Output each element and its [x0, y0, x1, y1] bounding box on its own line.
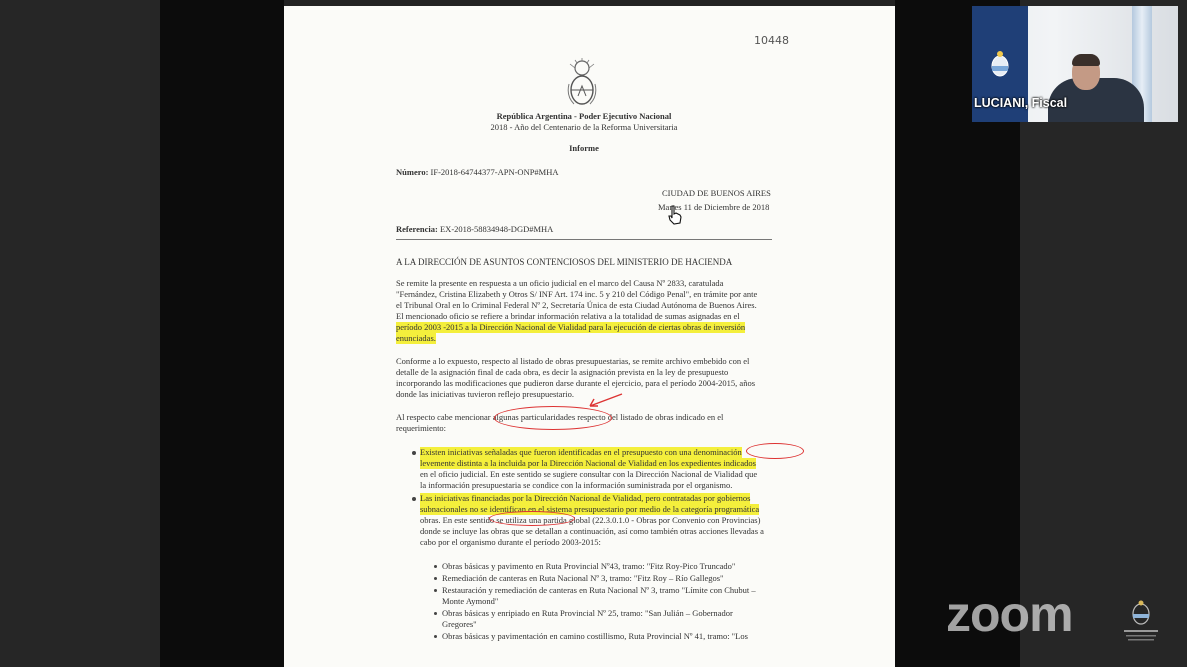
referencia-value: EX-2018-58834948-DGD#MHA — [439, 224, 554, 234]
sub-item-2: Remediación de canteras en Ruta Nacional Nº 3, tramo: "Fitz Roy – Río Gallegos" — [442, 573, 724, 583]
red-annotation-arrow-icon — [584, 392, 624, 410]
left-letterbox — [0, 0, 160, 667]
red-annotation-oval-3 — [489, 511, 575, 526]
referencia-label: Referencia: — [396, 224, 438, 234]
coat-of-arms-icon — [990, 50, 1010, 78]
b1-line-1: Existen iniciativas señaladas que fueron identificadas en el presupuesto con una denominación — [420, 447, 742, 457]
b1-line-3: en el oficio judicial. En este sentido se sugiere consultar con la Dirección Nacional de Vialidad que — [420, 469, 758, 479]
sub-bullet-2 — [434, 577, 437, 580]
left-share-margin — [160, 0, 284, 667]
referencia-row — [396, 224, 553, 235]
b2-line-5: cabo por el organismo durante el período 2003-2015: — [420, 537, 601, 547]
b2-line-3: obras. En este sentido se utiliza una partida global (22.3.0.1.0 - Obras por Convenio con Provincias) — [420, 515, 761, 525]
b2-line-4: donde se incluye las obras que se detallan a continuación, así como también otras acciones llevadas a — [420, 526, 764, 536]
sub-item-4-cont: Gregores" — [442, 619, 477, 629]
b2-line-2: subnacionales no se identifican en el sistema presupuestario por medio de la categoría programática — [420, 504, 760, 514]
addressee: A LA DIRECCIÓN DE ASUNTOS CONTENCIOSOS DEL MINISTERIO DE HACIENDA — [396, 257, 733, 267]
p1-line-2: "Fernández, Cristina Elizabeth y Otros S/ INF Art. 174 inc. 5 y 210 del Código Penal", en trámite por ante — [396, 289, 758, 299]
document-date: Martes 11 de Diciembre de 2018 — [658, 202, 770, 212]
numero-label: Número: — [396, 167, 429, 177]
argentina-coat-of-arms-icon — [566, 58, 598, 108]
p1-line-5: período 2003 -2015 a la Dirección Nacional de Vialidad para la ejecución de ciertas obras de inversión — [396, 322, 746, 332]
participant-name-label: LUCIANI, Fiscal — [974, 96, 1068, 110]
hand-cursor-icon — [666, 204, 684, 226]
zoom-watermark: zoom — [946, 586, 1073, 642]
p2-line-4: donde las iniciativas tuvieron reflejo presupuestario. — [396, 389, 574, 399]
p1-line-4: El mencionado oficio se refiere a brindar información relativa a la totalidad de sumas asignadas en el — [396, 311, 740, 321]
sub-bullet-4 — [434, 612, 437, 615]
b1-line-2: levemente distinta a la incluida por la Dirección Nacional de Vialidad en los expedientes indicados — [420, 458, 756, 468]
city: CIUDAD DE BUENOS AIRES — [662, 188, 771, 198]
bullet-1-marker — [412, 451, 416, 455]
p3-line-1: Al respecto cabe mencionar algunas particularidades respecto del listado de obras indicado en el — [396, 412, 724, 422]
p1-line-6: enunciadas. — [396, 333, 436, 343]
sub-item-3-cont: Monte Aymond" — [442, 596, 499, 606]
numero-row — [396, 167, 559, 178]
sub-bullet-5 — [434, 635, 437, 638]
header-line-1: República Argentina - Poder Ejecutivo Nacional — [496, 111, 672, 121]
shared-document — [284, 6, 895, 667]
b1-line-4: la información presupuestaria se condice con la información suministrada por el organismo. — [420, 480, 733, 490]
red-annotation-oval-2 — [746, 443, 804, 459]
p2-line-3: incorporando las modificaciones que pudieron darse durante el ejercicio, para el período 2004-2015, años — [396, 378, 755, 388]
participant-hair — [1072, 54, 1100, 66]
sub-bullet-3 — [434, 589, 437, 592]
numero-value: IF-2018-64744377-APN-ONP#MHA — [430, 167, 559, 177]
document-type: Informe — [569, 143, 599, 153]
handwritten-page-number: 10448 — [754, 34, 789, 47]
p2-line-1: Conforme a lo expuesto, respecto al listado de obras presupuestarias, se remite archivo embebido con el — [396, 356, 750, 366]
sub-item-1: Obras básicas y pavimento en Ruta Provincial Nº43, tramo: "Fitz Roy-Pico Truncado" — [442, 561, 736, 571]
header-line-2: 2018 - Año del Centenario de la Reforma Universitaria — [490, 122, 678, 132]
b2-line-1: Las iniciativas financiadas por la Dirección Nacional de Vialidad, pero contratadas por gobiernos — [420, 493, 751, 503]
sub-item-4: Obras básicas y enripiado en Ruta Provincial Nº 25, tramo: "San Julián – Gobernador — [442, 608, 733, 618]
sub-item-5: Obras básicas y pavimentación en camino costillismo, Ruta Provincial Nº 41, tramo: "Los — [442, 631, 748, 641]
court-logo-icon — [1122, 600, 1160, 644]
p1-line-3: el Tribunal Oral en lo Criminal Federal Nº 2, Secretaría Única de esta Ciudad Autónoma de Buenos Aires. — [396, 300, 757, 310]
participant-video-tile[interactable] — [972, 6, 1178, 122]
sub-bullet-1 — [434, 565, 437, 568]
separator-line — [396, 239, 772, 240]
bullet-2-marker — [412, 497, 416, 501]
p2-line-2: detalle de la asignación final de cada obra, es decir la asignación prevista en la ley de presupuesto — [396, 367, 729, 377]
p3-line-2: requerimiento: — [396, 423, 447, 433]
sub-item-3: Restauración y remediación de canteras en Ruta Nacional Nº 3, tramo "Límite con Chubut – — [442, 585, 756, 595]
p1-line-1: Se remite la presente en respuesta a un oficio judicial en el marco del Causa Nº 2833, caratulada — [396, 278, 724, 288]
